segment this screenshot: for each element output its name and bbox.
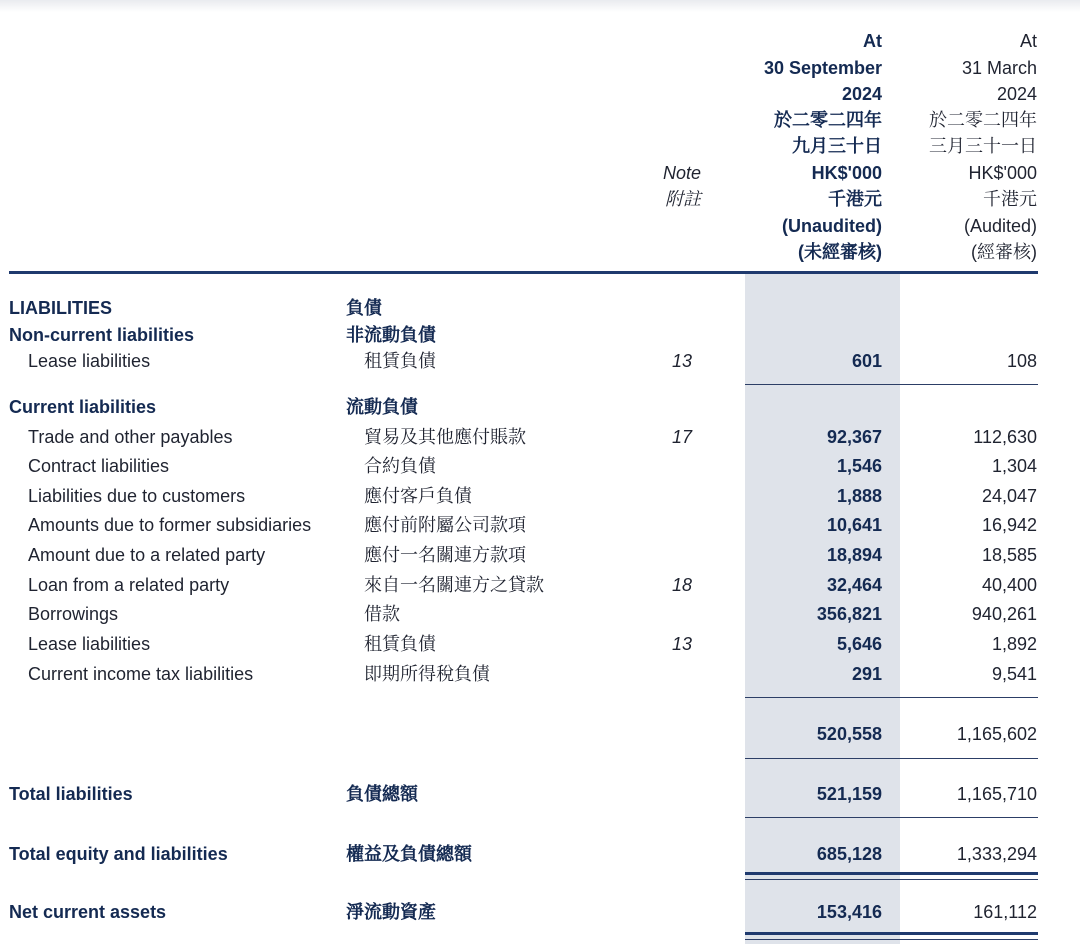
row-previous-value: 40,400	[981, 575, 1037, 595]
row-current-value: 10,641	[826, 515, 882, 535]
section-current-en: Current liabilities	[9, 397, 157, 417]
total-previous-value: 1,165,710	[956, 784, 1037, 804]
row-label-en: Lease liabilities	[28, 634, 151, 654]
row-current-value: 32,464	[826, 575, 882, 595]
row-label-en: Loan from a related party	[28, 575, 230, 595]
header-current-line: 2024	[841, 84, 882, 104]
row-label-zh: 租賃負債	[364, 634, 436, 654]
non-current-subtotal-rule	[745, 384, 1038, 385]
row-current-value: 5,646	[836, 634, 882, 654]
header-rule	[9, 271, 1038, 274]
row-previous-value: 112,630	[973, 427, 1037, 447]
row-label-en: Amounts due to former subsidiaries	[28, 515, 312, 535]
row-label-en: Contract liabilities	[28, 456, 170, 476]
row-current-value: 291	[851, 664, 882, 684]
row-previous-value: 18,585	[981, 545, 1037, 565]
section-current-zh: 流動負債	[346, 397, 418, 417]
total-label-zh: 負債總額	[346, 784, 418, 804]
row-previous-value: 16,942	[981, 515, 1037, 535]
row-previous-value: 24,047	[981, 486, 1037, 506]
header-current-line: 千港元	[828, 189, 882, 209]
row-previous-value: 1,892	[991, 634, 1037, 654]
section-non-current-zh: 非流動負債	[346, 325, 436, 345]
header-note-zh: 附註	[665, 189, 701, 209]
row-current-value: 1,888	[836, 486, 882, 506]
row-previous-value: 1,304	[991, 456, 1037, 476]
row-previous-value: 940,261	[971, 604, 1037, 624]
row-label-en: Amount due to a related party	[28, 545, 266, 565]
section-liabilities-en: LIABILITIES	[9, 298, 112, 318]
section-liabilities-zh: 負債	[346, 298, 382, 318]
header-previous-line: 於二零二四年	[929, 110, 1037, 130]
header-current-line: 九月三十日	[792, 136, 882, 156]
row-note: 13	[672, 634, 693, 654]
header-current-line: At	[863, 31, 882, 51]
subtotal-current-value: 520,558	[816, 724, 882, 744]
header-previous-line: 2024	[996, 84, 1037, 104]
section-non-current-en: Non-current liabilities	[9, 325, 195, 345]
total-current-value: 153,416	[816, 902, 882, 922]
row-current-value: 92,367	[826, 427, 882, 447]
total-rule	[745, 817, 1038, 818]
row-label-zh: 即期所得稅負債	[364, 664, 490, 684]
header-previous-line: 31 March	[961, 58, 1037, 78]
row-label-en: Trade and other payables	[28, 427, 233, 447]
current-subtotal-rule	[745, 697, 1038, 698]
row-current-value: 18,894	[826, 545, 882, 565]
row-label-en: Current income tax liabilities	[28, 664, 254, 684]
header-current-line: (未經審核)	[798, 242, 882, 262]
header-previous-line: (Audited)	[963, 216, 1037, 236]
row-note: 13	[672, 351, 693, 371]
total-previous-value: 1,333,294	[956, 844, 1037, 864]
total-previous-value: 161,112	[973, 902, 1037, 922]
header-previous-line: HK$'000	[968, 163, 1037, 183]
top-edge-fade	[0, 0, 1080, 12]
header-previous-line: (經審核)	[971, 242, 1037, 262]
row-label-zh: 借款	[364, 604, 400, 624]
row-label-zh: 應付客戶負債	[364, 486, 472, 506]
header-previous-line: 千港元	[983, 189, 1037, 209]
total-label-en: Net current assets	[9, 902, 167, 922]
subtotal-previous-value: 1,165,602	[956, 724, 1037, 744]
row-label-zh: 應付前附屬公司款項	[364, 515, 526, 535]
row-note: 18	[672, 575, 693, 595]
row-label-en: Borrowings	[28, 604, 119, 624]
row-current-value: 356,821	[816, 604, 882, 624]
total-label-en: Total liabilities	[9, 784, 133, 804]
row-previous-value: 108	[1006, 351, 1037, 371]
total-label-en: Total equity and liabilities	[9, 844, 228, 864]
final-double-rule-top	[745, 932, 1038, 935]
row-label-zh: 合約負債	[364, 456, 436, 476]
row-label-en: Lease liabilities	[28, 351, 151, 371]
row-current-value: 1,546	[836, 456, 882, 476]
row-current-value: 601	[851, 351, 882, 371]
header-current-line: HK$'000	[811, 163, 882, 183]
row-label-zh: 租賃負債	[364, 351, 436, 371]
row-note: 17	[672, 427, 693, 447]
total-current-value: 685,128	[816, 844, 882, 864]
header-current-line: (Unaudited)	[782, 216, 882, 236]
header-current-line: 於二零二四年	[774, 110, 882, 130]
subtotal-bottom-rule	[745, 758, 1038, 759]
header-note-en: Note	[662, 163, 701, 183]
total-label-zh: 權益及負債總額	[346, 844, 472, 864]
final-double-rule-bottom	[745, 939, 1038, 940]
header-previous-line: 三月三十一日	[929, 136, 1037, 156]
header-previous-line: At	[1019, 31, 1037, 51]
row-label-zh: 貿易及其他應付賬款	[364, 427, 526, 447]
double-rule-bottom	[745, 879, 1038, 880]
header-current-line: 30 September	[763, 58, 882, 78]
double-rule-top	[745, 872, 1038, 875]
row-label-zh: 來自一名關連方之貸款	[364, 575, 544, 595]
row-label-en: Liabilities due to customers	[28, 486, 246, 506]
row-label-zh: 應付一名關連方款項	[364, 545, 526, 565]
row-previous-value: 9,541	[991, 664, 1037, 684]
total-label-zh: 淨流動資產	[346, 902, 436, 922]
total-current-value: 521,159	[816, 784, 882, 804]
